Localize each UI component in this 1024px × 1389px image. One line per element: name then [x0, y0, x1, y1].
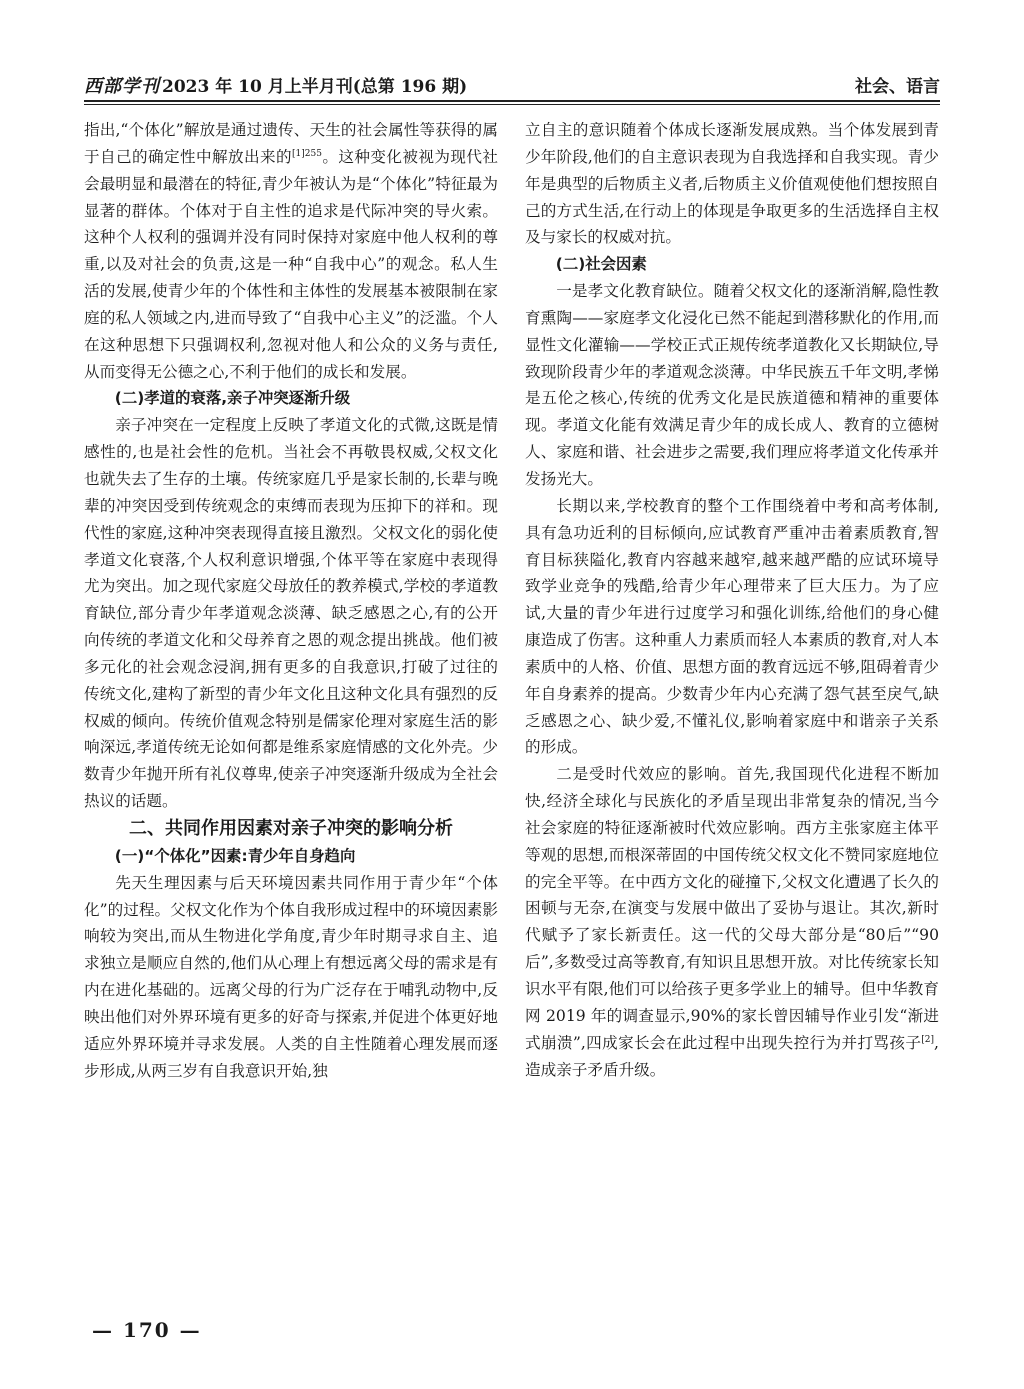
section-name: 社会、语言 [855, 77, 940, 97]
section-heading: 二、共同作用因素对亲子冲突的影响分析 [129, 817, 453, 839]
page-number: — 170 — [92, 1318, 202, 1342]
journal-logo: 西部学刊 [84, 76, 160, 97]
paragraph: 立自主的意识随着个体成长逐渐发展成熟。当个体发展到青少年阶段,他们的自主意识表现为自我选择和自我实现。青少年是典型的后物质主义者,后物质主义价值观使他们想按照自己的方式生活,在行动上的体现是争取更多的生活选择自主权及与家长的权威对抗。 [525, 121, 939, 247]
subsection-heading: (二)孝道的衰落,亲子冲突逐渐升级 [114, 389, 351, 408]
citation: [1]255 [292, 148, 322, 159]
running-header [84, 70, 940, 100]
paragraph-text: 二是受时代效应的影响。首先,我国现代化进程不断加快,经济全球化与民族化的矛盾呈现出非常复杂的情况,当今社会家庭的特征逐渐被时代效应影响。西方主张家庭主体平等观的思想,而根深蒂固的中国传统父权文化不赞同家庭地位的完全平等。在中西方文化的碰撞下,父权文化遭遇了长久的困顿与无奈,在演变与发展中做出了妥协与退让。其次,新时代赋予了家长新责任。这一代的父母大部分是“80后”“90后”,多数受过高等教育,有知识且思想开放。对比传统家长知识水平有限,他们可以给孩子更多学业上的辅导。但中华教育网 2019 年的调查显示,90%的家长曾因辅导作业引发“渐进式崩溃”,四成家长会在此过程中出现失控行为并打骂孩子 [525, 765, 939, 1052]
paragraph: 长期以来,学校教育的整个工作围绕着中考和高考体制,具有急功近利的目标倾向,应试教育严重冲击着素质教育,智育目标狭隘化,教育内容越来越窄,越来越严酷的应试环境导致学业竞争的残酷,给青少年心理带来了巨大压力。为了应试,大量的青少年进行过度学习和强化训练,给他们的身心健康造成了伤害。这种重人力素质而轻人本素质的教育,对人本素质中的人格、价值、思想方面的教育远远不够,阻碍着青少年自身素养的提高。少数青少年内心充满了怨气甚至戾气,缺乏感恩之心、缺少爱,不懂礼仪,影响着家庭中和谐亲子关系的形成。 [525, 496, 939, 757]
issue-info: 2023 年 10 月上半月刊(总第 196 期) [162, 77, 468, 97]
right-column [525, 117, 939, 1083]
subsection-heading: (二)社会因素 [555, 255, 647, 274]
citation: [2] [921, 1034, 935, 1045]
paragraph-text: ,造成亲子矛盾升级。 [525, 1033, 939, 1079]
paragraph [525, 761, 939, 1083]
header-rule-thick [84, 100, 940, 102]
header-rule-thin [84, 104, 940, 105]
subsection-heading: (一)“个体化”因素:青少年自身趋向 [114, 846, 356, 865]
paragraph-text: 。这种变化被视为现代社会最明显和最潜在的特征,青少年被认为是“个体化”特征最为显著的群体。个体对于自主性的追求是代际冲突的导火索。这种个人权利的强调并没有同时保持对家庭中他人权利的尊重,以及对社会的负责,这是一种“自我中心”的观念。私人生活的发展,使青少年的个体性和主体性的发展基本被限制在家庭的私人领域之内,进而导致了“自我中心主义”的泛滥。个人在这种思想下只强调权利,忽视对他人和公众的义务与责任,从而变得无公德之心,不利于他们的成长和发展。 [84, 147, 498, 381]
paragraph: 一是孝文化教育缺位。随着父权文化的逐渐消解,隐性教育熏陶——家庭孝文化浸化已然不能起到潜移默化的作用,而显性文化灌输——学校正式正规传统孝道教化又长期缺位,导致现阶段青少年的孝道观念淡薄。中华民族五千年文明,孝悌是五伦之核心,传统的优秀文化是民族道德和精神的重要体现。孝道文化能有效满足青少年的成长成人、教育的立德树人、家庭和谐、社会进步之需要,我们理应将孝道文化传承并发扬光大。 [525, 282, 939, 488]
paragraph: 亲子冲突在一定程度上反映了孝道文化的式微,这既是情感性的,也是社会性的危机。当社会不再敬畏权威,父权文化也就失去了生存的土壤。传统家庭几乎是家长制的,长辈与晚辈的冲突因受到传统观念的束缚而表现为压抑下的祥和。现代性的家庭,这种冲突表现得直接且激烈。父权文化的弱化使孝道文化衰落,个人权利意识增强,个体平等在家庭中表现得尤为突出。加之现代家庭父母放任的教养模式,学校的孝道教育缺位,部分青少年孝道观念淡薄、缺乏感恩之心,有的公开向传统的孝道文化和父母养育之恩的观念提出挑战。他们被多元化的社会观念浸润,拥有更多的自我意识,打破了过往的传统文化,建构了新型的青少年文化且这种文化具有强烈的反权威的倾向。传统价值观念特别是儒家伦理对家庭生活的影响深远,孝道传统无论如何都是维系家庭情感的文化外壳。少数青少年抛开所有礼仪尊卑,使亲子冲突逐渐升级成为全社会热议的话题。 [84, 416, 498, 811]
paragraph-text: 指出,“个体化”解放是通过遗传、天生的社会属性等获得的属于自己的确定性中解放出来的 [84, 121, 498, 166]
paragraph: 先天生理因素与后天环境因素共同作用于青少年“个体化”的过程。父权文化作为个体自我形成过程中的环境因素影响较为突出,而从生物进化学角度,青少年时期寻求自主、追求独立是顺应自然的,他们从心理上有想远离父母的需求是有内在进化基础的。远离父母的行为广泛存在于哺乳动物中,反映出他们对外界环境有更多的好奇与探索,并促进个体更好地适应外界环境并寻求发展。人类的自主性随着心理发展而逐步形成,从两三岁有自我意识开始,独 [84, 873, 498, 1080]
paragraph [84, 117, 498, 385]
journal-title [84, 72, 467, 98]
left-column [84, 117, 498, 1085]
